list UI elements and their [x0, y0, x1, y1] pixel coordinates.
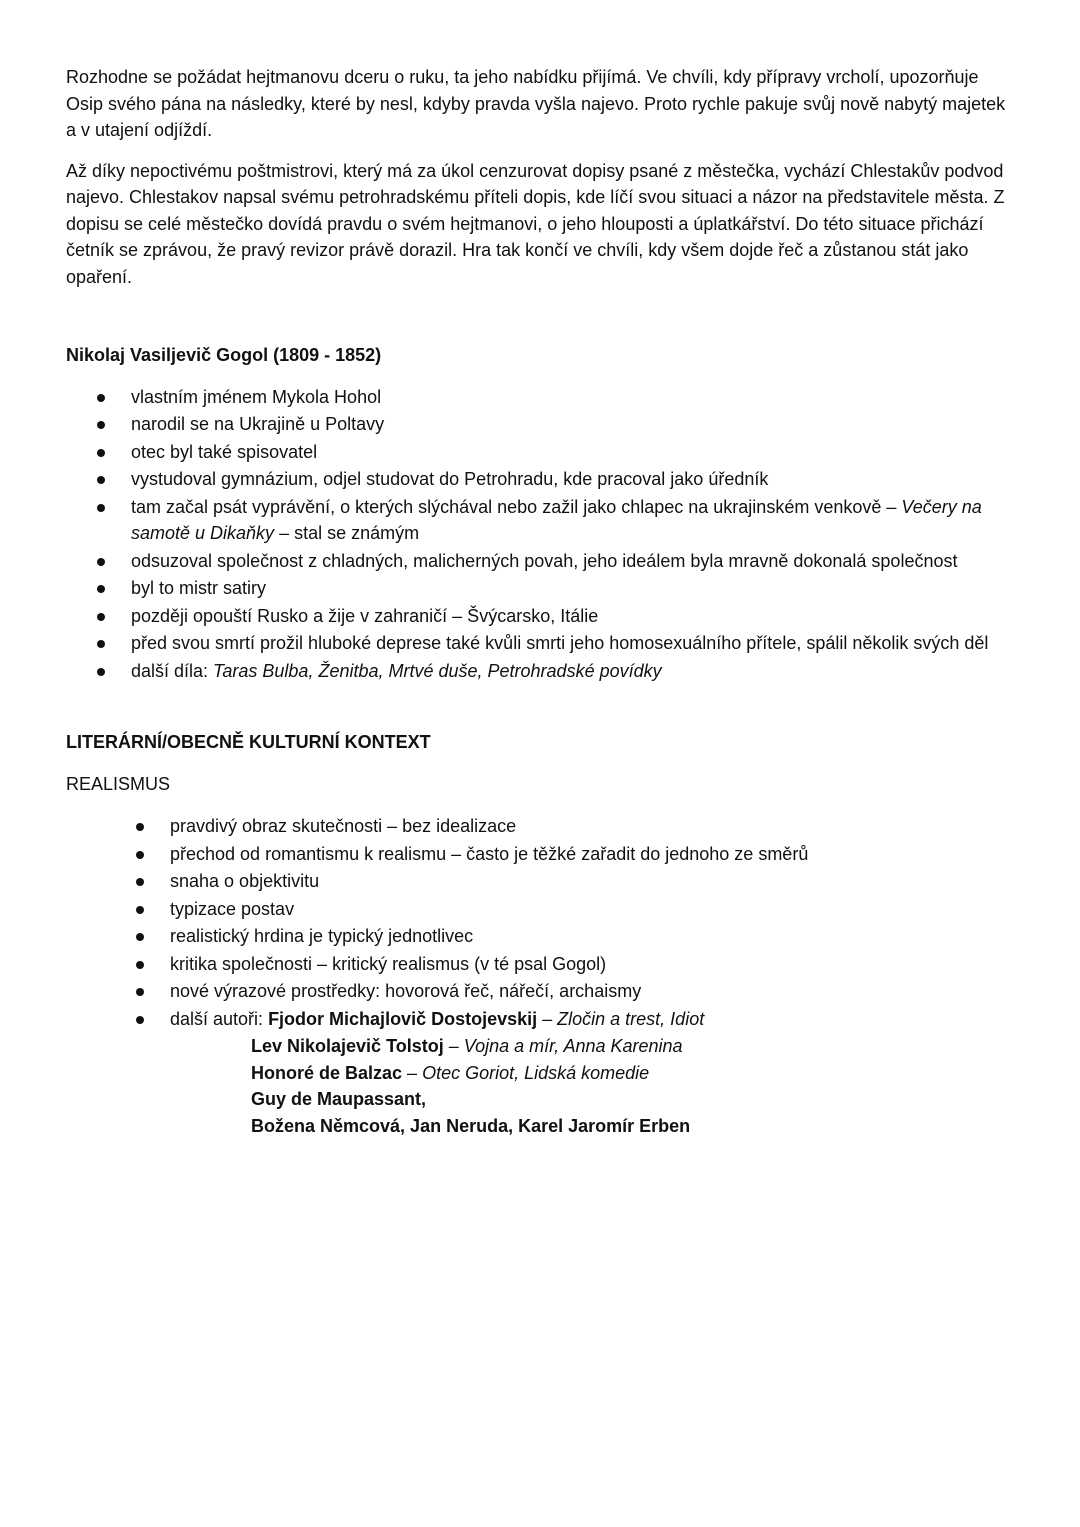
bullet-icon: [97, 613, 105, 621]
author-line: Honoré de Balzac – Otec Goriot, Lidská komedie: [251, 1062, 650, 1083]
bullet-icon: [97, 449, 105, 457]
author-heading: Nikolaj Vasiljevič Gogol (1809 - 1852): [66, 345, 382, 365]
bullet-icon: [136, 1016, 144, 1024]
work-title: Večery na samotě u Dikaňky: [131, 496, 982, 543]
plot-paragraph-2: Až díky nepoctivému poštmistrovi, který má za úkol cenzurovat dopisy psané z městečka, vychází Chlestakův podvod najevo. Chlestakov napsal svému petrohradskému příteli dopis, kde líčí svou situaci a názor na představitele města. Z dopisu se celé městečko dovídá pravdu o svém hejtmanovi, o jeho hlouposti a úplatkářství. Do této situace přichází četník se zprávou, že pravý revizor právě dorazil. Hra tak končí ve chvíli, kdy všem dojde řeč a zůstanou stát jako opaření.: [66, 160, 1005, 287]
list-item: vystudoval gymnázium, odjel studovat do Petrohradu, kde pracoval jako úředník: [66, 466, 1011, 493]
bullet-icon: [97, 476, 105, 484]
bullet-icon: [97, 668, 105, 676]
list-item: vlastním jménem Mykola Hohol: [66, 384, 1011, 411]
bullet-icon: [136, 878, 144, 886]
list-item: přechod od romantismu k realismu – často je těžké zařadit do jednoho ze směrů: [66, 841, 1011, 868]
work-titles: Taras Bulba, Ženitba, Mrtvé duše, Petrohradské povídky: [213, 660, 662, 681]
author-works: Vojna a mír, Anna Karenina: [463, 1036, 683, 1056]
context-heading: LITERÁRNÍ/OBECNĚ KULTURNÍ KONTEXT: [66, 732, 431, 752]
list-item: odsuzoval společnost z chladných, malicherných povah, jeho ideálem byla mravně dokonalá společnost: [66, 548, 1011, 575]
author-works: Otec Goriot, Lidská komedie: [422, 1062, 650, 1083]
context-subheading: REALISMUS: [66, 773, 171, 794]
bullet-icon: [97, 585, 105, 593]
list-item: později opouští Rusko a žije v zahraničí – Švýcarsko, Itálie: [66, 603, 1011, 630]
author-line: Lev Nikolajevič Tolstoj – Vojna a mír, Anna Karenina: [251, 1036, 683, 1056]
document-page: [66, 64, 1011, 1139]
author-name: Božena Němcová, Jan Neruda, Karel Jaromír Erben: [251, 1115, 691, 1136]
list-item: narodil se na Ukrajině u Poltavy: [66, 411, 1011, 438]
author-name: Honoré de Balzac: [251, 1062, 403, 1083]
list-item: snaha o objektivitu: [66, 868, 1011, 895]
bullet-icon: [97, 640, 105, 648]
author-facts-list: [66, 384, 1011, 685]
author-name: Guy de Maupassant,: [251, 1089, 427, 1109]
list-item: tam začal psát vyprávění, o kterých slýchával nebo zažil jako chlapec na ukrajinském venkově – Večery na samotě u Dikaňky – stal se známým: [66, 494, 1011, 547]
bullet-icon: [97, 504, 105, 512]
other-authors-list: [66, 1033, 1011, 1139]
bullet-icon: [136, 906, 144, 914]
list-item: byl to mistr satiry: [66, 575, 1011, 602]
realism-traits-list: [66, 813, 1011, 1032]
author-works: Zločin a trest, Idiot: [557, 1008, 705, 1029]
bullet-icon: [136, 933, 144, 941]
list-item: před svou smrtí prožil hluboké deprese také kvůli smrti jeho homosexuálního přítele, spálil několik svých děl: [66, 630, 1011, 657]
bullet-icon: [136, 961, 144, 969]
bullet-icon: [97, 558, 105, 566]
author-line: [251, 1086, 1011, 1113]
bullet-icon: [97, 394, 105, 402]
author-name: Lev Nikolajevič Tolstoj: [251, 1036, 444, 1056]
list-item: nové výrazové prostředky: hovorová řeč, nářečí, archaismy: [66, 978, 1011, 1005]
bullet-icon: [136, 988, 144, 996]
list-item: další autoři: Fjodor Michajlovič Dostojevskij – Zločin a trest, Idiot: [66, 1006, 1011, 1033]
list-item: další díla: Taras Bulba, Ženitba, Mrtvé duše, Petrohradské povídky: [66, 658, 1011, 685]
list-item: realistický hrdina je typický jednotlivec: [66, 923, 1011, 950]
bullet-icon: [97, 421, 105, 429]
list-item: pravdivý obraz skutečnosti – bez idealizace: [66, 813, 1011, 840]
list-item: otec byl také spisovatel: [66, 439, 1011, 466]
bullet-icon: [136, 823, 144, 831]
list-item: kritika společnosti – kritický realismus (v té psal Gogol): [66, 951, 1011, 978]
list-item: typizace postav: [66, 896, 1011, 923]
author-name: Fjodor Michajlovič Dostojevskij: [268, 1008, 538, 1029]
plot-paragraph-1: Rozhodne se požádat hejtmanovu dceru o ruku, ta jeho nabídku přijímá. Ve chvíli, kdy přípravy vrcholí, upozorňuje Osip svého pána na následky, které by nesl, kdyby pravda vyšla najevo. Proto rychle pakuje svůj nově nabytý majetek a v utajení odjíždí.: [66, 67, 1006, 140]
author-line: [251, 1113, 1011, 1140]
bullet-icon: [136, 851, 144, 859]
